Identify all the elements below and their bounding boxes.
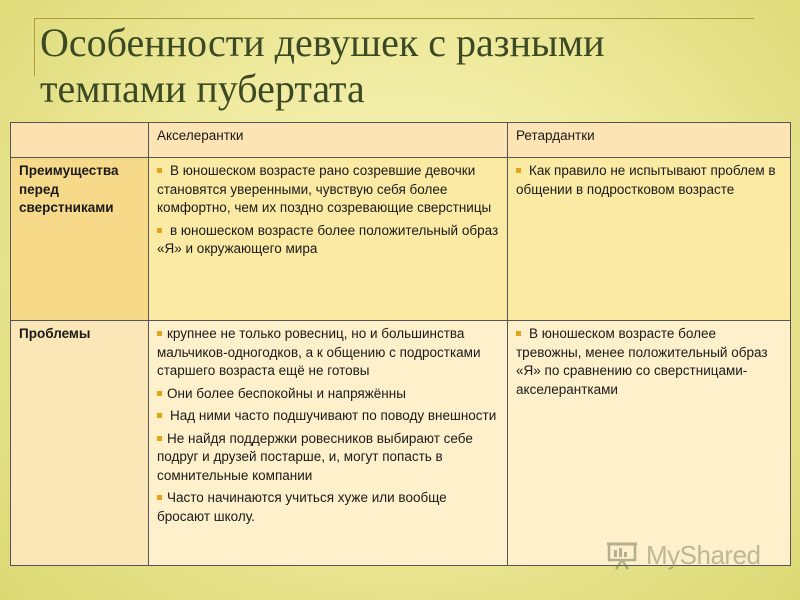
cell-problems-accelerants	[149, 321, 508, 566]
cell-problems-retardants	[508, 321, 791, 566]
cell-advantages-retardants	[508, 158, 791, 321]
list-item: В юношеском возрасте рано созревшие девочки становятся уверенными, чувствую себя более комфортно, чем их поздно созревающие сверстницы	[157, 163, 492, 215]
table-row	[11, 158, 791, 321]
row-label-advantages: Преимущества перед сверстниками	[11, 158, 149, 321]
list-item: Как правило не испытывают проблем в общении в подростковом возрасте	[516, 163, 776, 197]
slide-title-line1: Особенности девушек с разными	[40, 20, 605, 65]
comparison-table-wrap	[10, 122, 790, 566]
bullet-square-icon	[157, 391, 162, 396]
bullet-square-icon	[157, 436, 162, 441]
header-accelerants: Акселерантки	[149, 123, 508, 158]
watermark	[606, 540, 761, 570]
table-header-row	[11, 123, 791, 158]
title-top-rule	[34, 18, 754, 19]
list-item: Над ними часто подшучивают по поводу внешности	[157, 407, 499, 426]
list-item: в юношеском возрасте более положительный образ «Я» и окружающего мира	[157, 222, 499, 256]
presentation-board-icon	[606, 540, 640, 570]
list-item: В юношеском возрасте более тревожны, менее положительный образ «Я» по сравнению со сверстницами-акселерантками	[516, 326, 768, 397]
header-corner-cell	[11, 123, 149, 158]
title-area	[34, 18, 754, 120]
row-label-problems: Проблемы	[11, 321, 149, 566]
list-item: Часто начинаются учиться хуже или вообще бросают школу.	[157, 490, 447, 524]
bullet-square-icon	[157, 168, 162, 173]
list-item: Они более беспокойны и напряжённы	[157, 385, 499, 404]
table-row	[11, 321, 791, 566]
watermark-text: MyShared	[646, 539, 761, 570]
bullet-square-icon	[516, 331, 521, 336]
bullet-square-icon	[516, 168, 521, 173]
cell-advantages-accelerants	[149, 158, 508, 321]
title-left-rule	[34, 18, 35, 76]
comparison-table	[10, 122, 791, 566]
list-item: Не найдя поддержки ровесников выбирают себе подруг и друзей постарше, и, могут попасть в сомнительные компании	[157, 430, 473, 483]
bullet-square-icon	[157, 331, 162, 336]
bullet-square-icon	[157, 228, 162, 233]
list-item: крупнее не только ровесниц, но и большинства мальчиков-одногодков, а к общению с подростками старшего возраста ещё не готовы	[157, 326, 481, 378]
slide-title-line2: темпами пубертата	[40, 66, 365, 111]
bullet-square-icon	[157, 413, 162, 418]
bullet-square-icon	[157, 495, 162, 500]
slide-title	[40, 20, 605, 112]
header-retardants: Ретардантки	[508, 123, 791, 158]
